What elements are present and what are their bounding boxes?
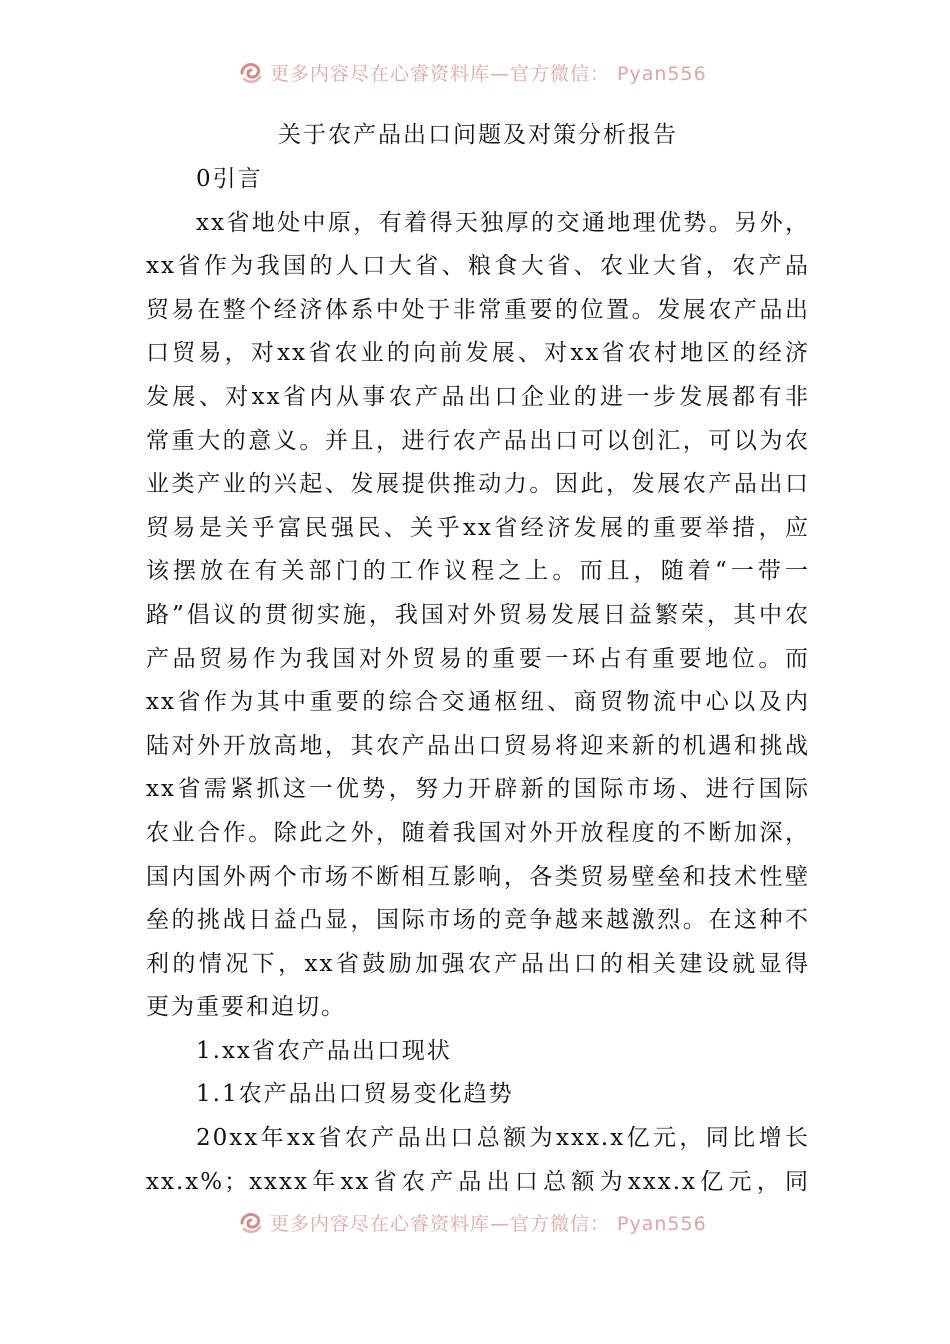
text-line: xx.x%；xxxx年xx省农产品出口总额为xxx.x亿元，同 [146,1168,810,1195]
text-line: xx省作为其中重要的综合交通枢纽、商贸物流中心以及内 [146,689,810,716]
text-line: 20xx年xx省农产品出口总额为xxx.x亿元，同比增长 [196,1125,810,1152]
text-line: 发展、对xx省内从事农产品出口企业的进一步发展都有非 [146,383,810,410]
document-title: 关于农产品出口问题及对策分析报告 [278,122,678,148]
watermark-text: 更多内容尽在心睿资料库—官方微信： Pyan556 [270,62,707,85]
text-line: 产品贸易作为我国对外贸易的重要一环占有重要地位。而 [146,645,810,672]
watermark-text: 更多内容尽在心睿资料库—官方微信： Pyan556 [270,1212,707,1235]
text-line: 垒的挑战日益凸显，国际市场的竞争越来越激烈。在这种不 [146,907,810,934]
document-body [146,112,810,1204]
text-line: 1.xx省农产品出口现状 [196,1037,452,1064]
text-line: xx省作为我国的人口大省、粮食大省、农业大省，农产品 [146,253,810,280]
text-line: 更为重要和迫切。 [146,994,346,1021]
text-line: 利的情况下，xx省鼓励加强农产品出口的相关建设就显得 [146,950,810,977]
text-line: 该摆放在有关部门的工作议程之上。而且，随着“一带一 [146,558,810,585]
swirl-logo-icon [238,1209,264,1235]
text-line: 贸易是关乎富民强民、关乎xx省经济发展的重要举措，应 [146,514,810,541]
text-line: xx省地处中原，有着得天独厚的交通地理优势。另外， [196,209,810,236]
watermark-footer [238,1208,707,1236]
text-line: 路”倡议的贯彻实施，我国对外贸易发展日益繁荣，其中农 [146,601,810,628]
text-line: 业类产业的兴起、发展提供推动力。因此，发展农产品出口 [146,471,810,498]
text-line: 0引言 [196,166,263,192]
text-line: 口贸易，对xx省农业的向前发展、对xx省农村地区的经济 [146,340,810,367]
watermark-header [238,58,707,86]
text-line: xx省需紧抓这一优势，努力开辟新的国际市场、进行国际 [146,776,810,803]
text-line: 国内国外两个市场不断相互影响，各类贸易壁垒和技术性壁 [146,863,810,890]
text-line: 贸易在整个经济体系中处于非常重要的位置。发展农产品出 [146,296,810,323]
text-line: 陆对外开放高地，其农产品出口贸易将迎来新的机遇和挑战 [146,732,810,759]
swirl-logo-icon [238,59,264,85]
text-line: 农业合作。除此之外，随着我国对外开放程度的不断加深， [146,819,810,846]
text-line: 常重大的意义。并且，进行农产品出口可以创汇，可以为农 [146,427,810,454]
document-text [146,158,810,1204]
text-line: 1.1农产品出口贸易变化趋势 [196,1081,514,1108]
